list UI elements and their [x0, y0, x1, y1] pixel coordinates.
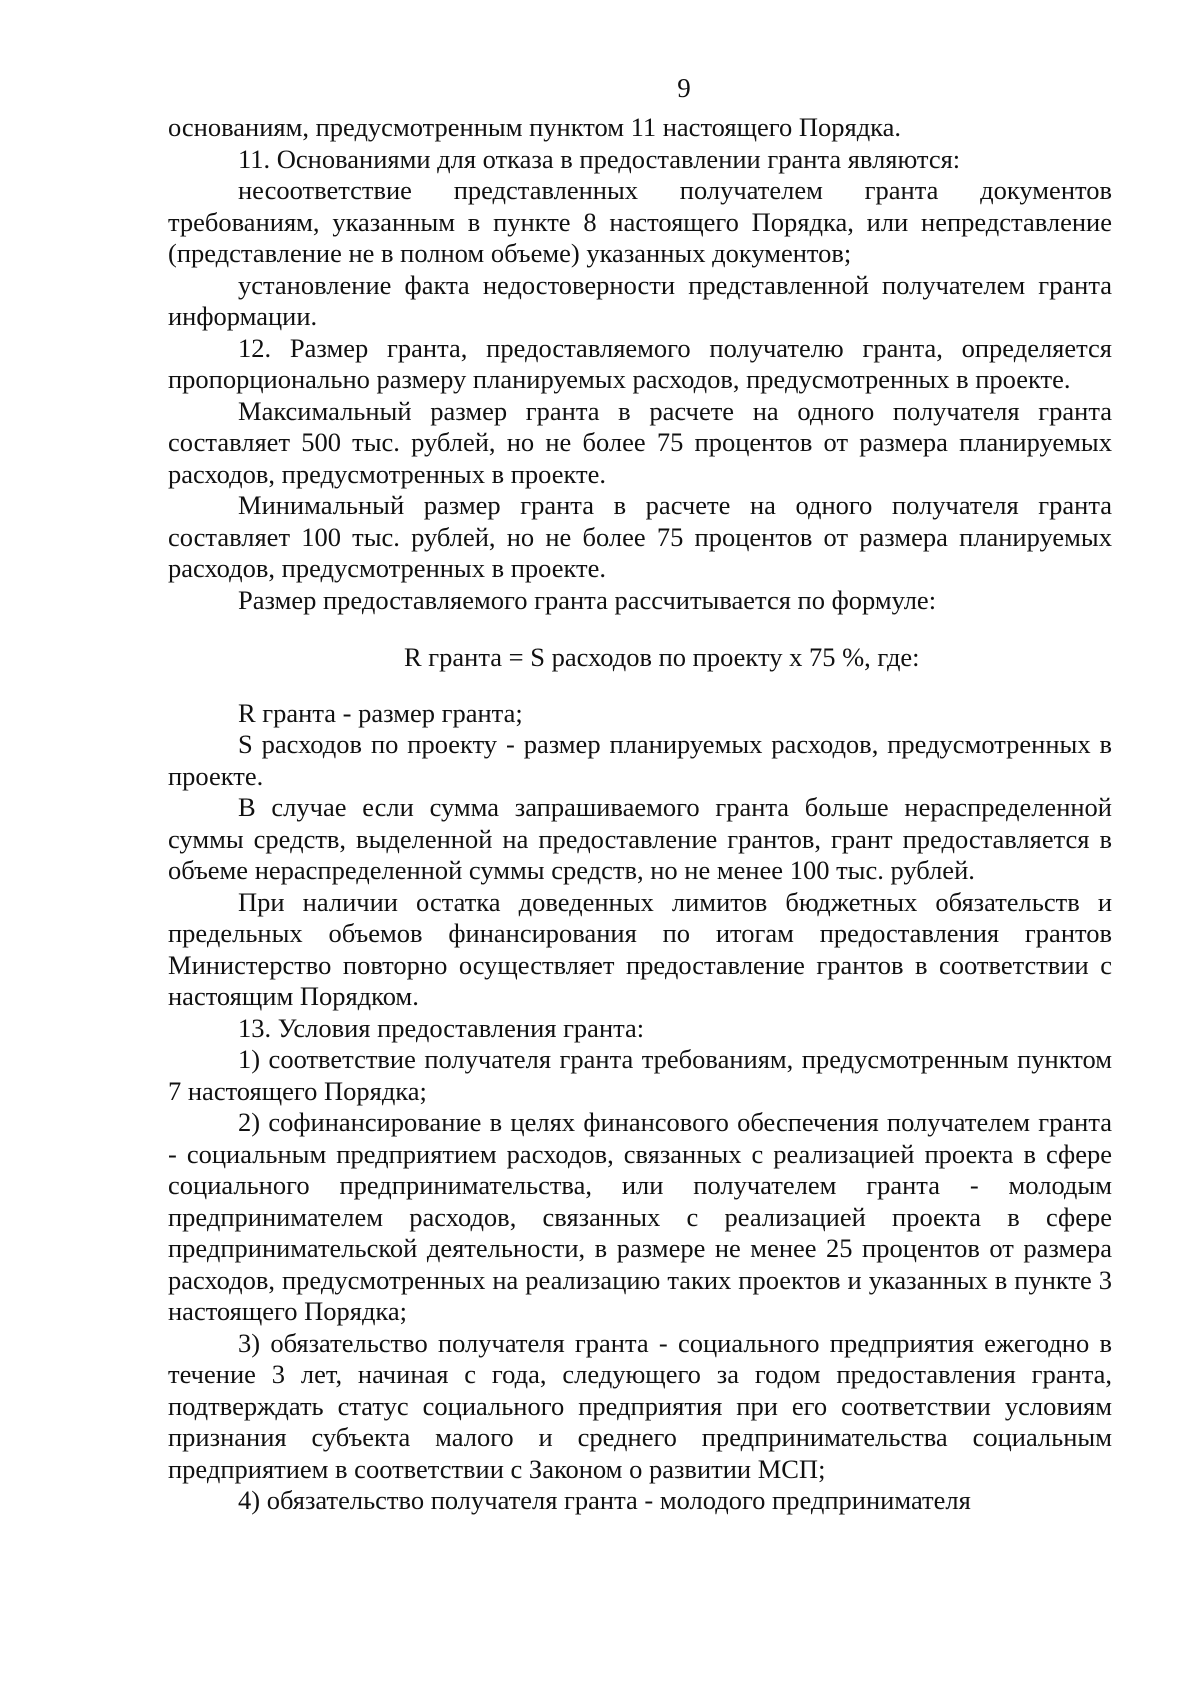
paragraph: S расходов по проекту - размер планируемых расходов, предусмотренных в проекте. — [168, 729, 1112, 791]
paragraph: Максимальный размер гранта в расчете на одного получателя гранта составляет 500 тыс. рублей, но не более 75 процентов от размера планируемых расходов, предусмотренных в проекте. — [168, 395, 1112, 489]
paragraph: несоответствие представленных получателем гранта документов требованиям, указанным в пункте 8 настоящего Порядка, или непредставление (представление не в полном объеме) указанных документов; — [168, 175, 1112, 268]
paragraph: основаниям, предусмотренным пунктом 11 настоящего Порядка. — [168, 112, 902, 142]
paragraph: Размер предоставляемого гранта рассчитывается по формуле: — [238, 584, 937, 615]
page-number: 9 — [677, 73, 691, 103]
paragraph: В случае если сумма запрашиваемого гранта больше нераспределенной суммы средств, выделенной на предоставление грантов, грант предоставляется в объеме нераспределенной суммы средств, но не менее 100 тыс. рублей. — [168, 792, 1112, 885]
document-page — [168, 70, 1112, 1517]
formula: R гранта = S расходов по проекту x 75 %, где: — [404, 642, 920, 672]
paragraph: 1) соответствие получателя гранта требованиям, предусмотренным пунктом 7 настоящего Порядка; — [168, 1044, 1112, 1106]
paragraph: 12. Размер гранта, предоставляемого получателю гранта, определяется пропорционально размеру планируемых расходов, предусмотренных в проекте. — [168, 332, 1112, 394]
paragraph: R гранта - размер гранта; — [238, 697, 523, 728]
paragraph: 11. Основаниями для отказа в предоставлении гранта являются: — [238, 143, 961, 174]
paragraph: 2) софинансирование в целях финансового обеспечения получателем гранта - социальным предприятием расходов, связанных с реализацией проекта в сфере социального предпринимательства, или получателем гранта - молодым предпринимателем расходов, связанных с реализацией проекта в сфере предпринимательской деятельности, в размере не менее 25 процентов от размера расходов, предусмотренных на реализацию таких проектов и указанных в пункте 3 настоящего Порядка; — [168, 1107, 1112, 1326]
paragraph: установление факта недостоверности представленной получателем гранта информации. — [168, 269, 1112, 331]
paragraph: 13. Условия предоставления гранта: — [238, 1012, 645, 1043]
paragraph: Минимальный размер гранта в расчете на одного получателя гранта составляет 100 тыс. рублей, но не более 75 процентов от размера планируемых расходов, предусмотренных в проекте. — [168, 490, 1112, 583]
paragraph: 3) обязательство получателя гранта - социального предприятия ежегодно в течение 3 лет, начиная с года, следующего за годом предоставления гранта, подтверждать статус социального предприятия при его соответствии условиям признания субъекта малого и среднего предпринимательства социальным предприятием в соответствии с Законом о развитии МСП; — [168, 1327, 1112, 1484]
paragraph: При наличии остатка доведенных лимитов бюджетных обязательств и предельных объемов финансирования по итогам предоставления грантов Министерство повторно осуществляет предоставление грантов в соответствии с настоящим Порядком. — [168, 886, 1112, 1011]
paragraph: 4) обязательство получателя гранта - молодого предпринимателя — [238, 1485, 971, 1515]
